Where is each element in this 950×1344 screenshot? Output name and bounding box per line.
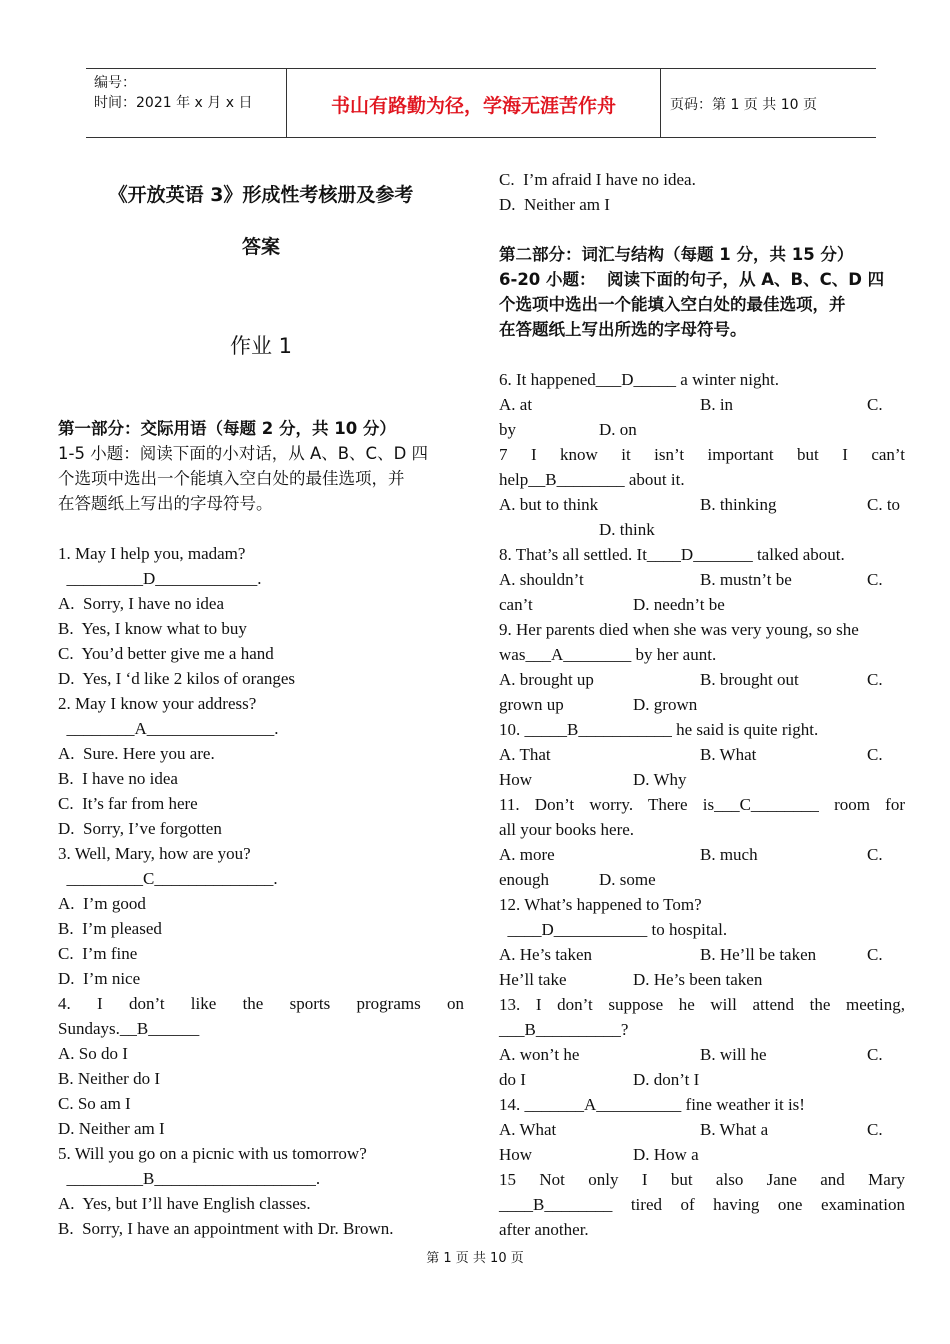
option: A. He’s taken xyxy=(499,945,593,964)
option: D. Neither am I xyxy=(58,1119,165,1138)
question-cont: ____B________ tired of having one examination xyxy=(499,1195,905,1214)
option: B. I have no idea xyxy=(58,769,178,788)
option: D. How a xyxy=(633,1145,699,1164)
question: 9. Her parents died when she was very young, so she xyxy=(499,620,859,639)
option: C. xyxy=(867,395,883,414)
option: A. shouldn’t xyxy=(499,570,584,589)
option: do I xyxy=(499,1070,526,1089)
option: B. much xyxy=(700,845,758,864)
question-cont: help__B________ about it. xyxy=(499,470,685,489)
option: B. What a xyxy=(700,1120,769,1139)
question: 15 Not only I but also Jane and Mary xyxy=(499,1170,905,1189)
option: D. I’m nice xyxy=(58,969,141,988)
option: D. Why xyxy=(633,770,687,789)
option: grown up xyxy=(499,695,564,714)
option: D. think xyxy=(599,520,655,539)
option: D. Sorry, I’ve forgotten xyxy=(58,819,222,838)
question: 6. It happened___D_____ a winter night. xyxy=(499,370,779,389)
instruction: 1-5 小题：阅读下面的小对话，从 A、B、C、D 四 xyxy=(58,444,429,463)
options-row xyxy=(499,967,905,992)
option: enough xyxy=(499,870,550,889)
options-row xyxy=(499,1117,905,1142)
option: D. He’s been taken xyxy=(633,970,763,989)
option: B. Yes, I know what to buy xyxy=(58,619,247,638)
number-label: 编号： xyxy=(94,75,136,91)
question-cont: was___A________ by her aunt. xyxy=(499,645,717,664)
spacer xyxy=(499,342,905,367)
option: A. brought up xyxy=(499,670,594,689)
option: by xyxy=(499,420,516,439)
instruction: 在答题纸上写出的字母符号。 xyxy=(58,494,273,513)
options-row xyxy=(499,517,905,542)
question: 4. I don’t like the sports programs on xyxy=(58,994,464,1013)
document-title-line1: 《开放英语 3》形成性考核册及参考 xyxy=(108,184,414,206)
option: He’ll take xyxy=(499,970,567,989)
option: D. grown xyxy=(633,695,698,714)
options-row xyxy=(499,667,905,692)
answer-blank: _________D____________. xyxy=(58,569,262,588)
option: A. more xyxy=(499,845,555,864)
instruction: 个选项中选出一个能填入空白处的最佳选项，并 xyxy=(58,469,405,488)
header-motto: 书山有路勤为径，学海无涯苦作舟 xyxy=(330,95,616,117)
option: How xyxy=(499,1145,533,1164)
option: C. I’m fine xyxy=(58,944,138,963)
options-row xyxy=(499,567,905,592)
answer-blank: _________B___________________. xyxy=(58,1169,321,1188)
option: B. mustn’t be xyxy=(700,570,792,589)
header-divider xyxy=(660,69,661,137)
option: B. I’m pleased xyxy=(58,919,162,938)
option: C. xyxy=(867,1045,883,1064)
time-label: 时间：2021 年 x 月 x 日 xyxy=(94,95,253,111)
question: 14. _______A__________ fine weather it is! xyxy=(499,1095,805,1114)
option: D. some xyxy=(599,870,656,889)
option: C. xyxy=(867,745,883,764)
options-row xyxy=(499,767,905,792)
options-row xyxy=(499,942,905,967)
option: D. on xyxy=(599,420,637,439)
option: B. Sorry, I have an appointment with Dr. Brown. xyxy=(58,1219,394,1238)
question: 11. Don’t worry. There is___C________ room for xyxy=(499,795,905,814)
option: C. I’m afraid I have no idea. xyxy=(499,170,696,189)
question: 12. What’s happened to Tom? xyxy=(499,895,702,914)
option: D. Neither am I xyxy=(499,195,610,214)
question: 3. Well, Mary, how are you? xyxy=(58,844,251,863)
option: C. to xyxy=(867,495,901,514)
question-cont: ___B__________? xyxy=(499,1020,629,1039)
option: C. xyxy=(867,845,883,864)
option: D. Yes, I ‘d like 2 kilos of oranges xyxy=(58,669,296,688)
option: C. xyxy=(867,670,883,689)
option: How xyxy=(499,770,533,789)
option: B. Neither do I xyxy=(58,1069,160,1088)
options-row xyxy=(499,417,905,442)
option: A. I’m good xyxy=(58,894,146,913)
document-header xyxy=(86,68,876,138)
question: 7 I know it isn’t important but I can’t xyxy=(499,445,905,464)
option: B. brought out xyxy=(700,670,799,689)
option: A. but to think xyxy=(499,495,599,514)
options-row xyxy=(499,742,905,767)
document-title-line2: 答案 xyxy=(241,236,280,258)
answer-blank: _________C______________. xyxy=(58,869,278,888)
question-cont: Sundays.__B______ xyxy=(58,1019,200,1038)
answer-blank: ________A_______________. xyxy=(58,719,279,738)
section-heading: 第一部分：交际用语（每题 2 分，共 10 分） xyxy=(58,419,396,438)
options-row xyxy=(499,692,905,717)
option: A. won’t he xyxy=(499,1045,580,1064)
option: C. xyxy=(867,570,883,589)
option: A. That xyxy=(499,745,551,764)
options-row xyxy=(499,867,905,892)
right-column xyxy=(499,167,905,1242)
option: A. What xyxy=(499,1120,557,1139)
instruction: 在答题纸上写出所选的字母符号。 xyxy=(499,320,747,339)
left-column xyxy=(58,416,464,1241)
option: can’t xyxy=(499,595,533,614)
option: A. Yes, but I’ll have English classes. xyxy=(58,1194,311,1213)
options-row xyxy=(499,842,905,867)
page-footer: 第 1 页 共 10 页 xyxy=(426,1251,524,1266)
question: 1. May I help you, madam? xyxy=(58,544,246,563)
options-row xyxy=(499,1142,905,1167)
option: D. needn’t be xyxy=(633,595,725,614)
question: 2. May I know your address? xyxy=(58,694,257,713)
options-row xyxy=(499,492,905,517)
option: C. So am I xyxy=(58,1094,131,1113)
option: B. in xyxy=(700,395,734,414)
homework-heading: 作业 1 xyxy=(229,334,293,358)
option: D. don’t I xyxy=(633,1070,700,1089)
options-row xyxy=(499,1042,905,1067)
question: 13. I don’t suppose he will attend the meeting, xyxy=(499,995,905,1014)
option: C. xyxy=(867,945,883,964)
question: 10. _____B___________ he said is quite right. xyxy=(499,720,819,739)
options-row xyxy=(499,592,905,617)
option: C. You’d better give me a hand xyxy=(58,644,274,663)
question-cont: after another. xyxy=(499,1220,589,1239)
options-row xyxy=(499,1067,905,1092)
option: B. will he xyxy=(700,1045,767,1064)
option: A. Sorry, I have no idea xyxy=(58,594,225,613)
option: A. at xyxy=(499,395,533,414)
answer-blank: ____D___________ to hospital. xyxy=(499,920,728,939)
question: 5. Will you go on a picnic with us tomorrow? xyxy=(58,1144,367,1163)
option: A. So do I xyxy=(58,1044,128,1063)
question: 8. That’s all settled. It____D_______ talked about. xyxy=(499,545,845,564)
option: C. xyxy=(867,1120,883,1139)
page-label: 页码：第 1 页 共 10 页 xyxy=(670,97,817,113)
option: B. He’ll be taken xyxy=(700,945,817,964)
header-meta xyxy=(94,73,252,113)
instruction: 6-20 小题： 阅读下面的句子，从 A、B、C、D 四 xyxy=(499,270,885,289)
option: B. thinking xyxy=(700,495,777,514)
options-row xyxy=(499,392,905,417)
spacer xyxy=(58,516,464,541)
spacer xyxy=(499,217,905,242)
question-cont: all your books here. xyxy=(499,820,635,839)
instruction: 个选项中选出一个能填入空白处的最佳选项，并 xyxy=(499,295,846,314)
option: B. What xyxy=(700,745,757,764)
option: A. Sure. Here you are. xyxy=(58,744,215,763)
option: C. It’s far from here xyxy=(58,794,198,813)
section-heading: 第二部分：词汇与结构（每题 1 分，共 15 分） xyxy=(499,245,854,264)
